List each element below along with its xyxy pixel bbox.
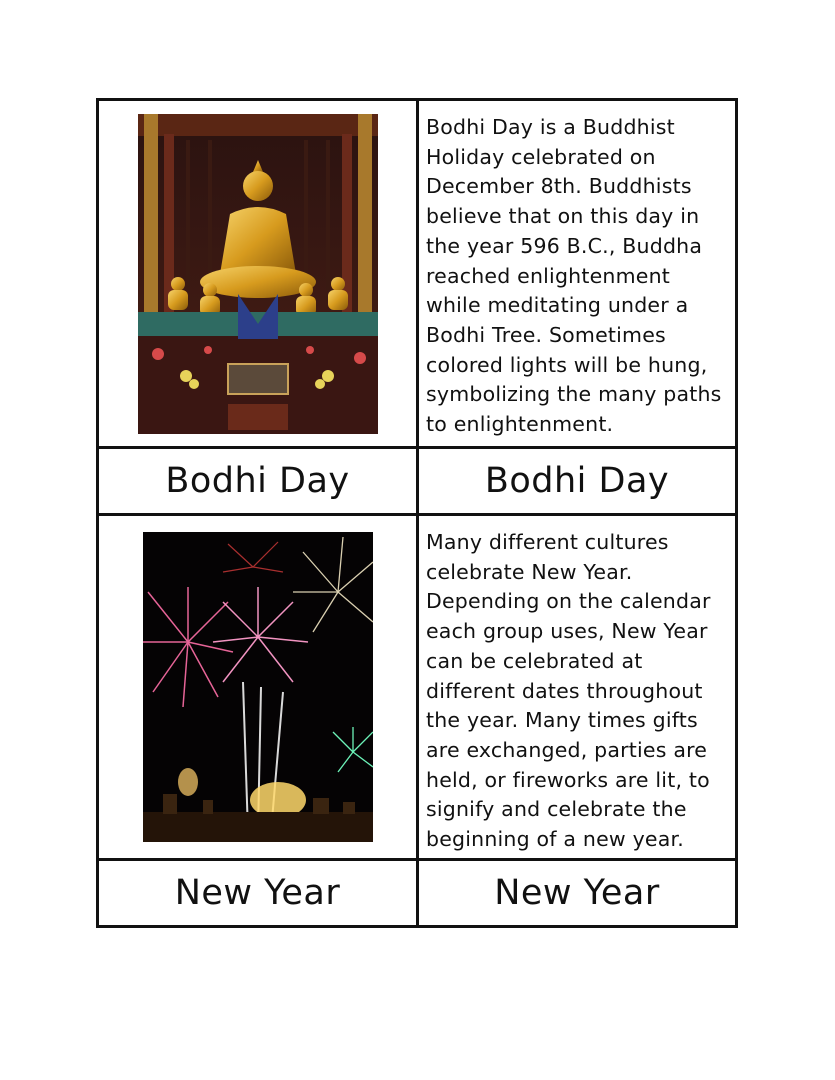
new-year-description: Many different cultures celebrate New Year. Depending on the calendar each group uses, New Year can be celebrated at different dates throughout the year. Many times gifts are exchanged, parties are held, or fireworks are lit, to signify and celebrate the beginning of a new year. [419,516,735,861]
bodhi-day-picture-cell [99,101,419,449]
new-year-picture-label: New Year [99,861,419,925]
bodhi-day-picture-label: Bodhi Day [99,449,419,516]
bodhi-day-description: Bodhi Day is a Buddhist Holiday celebrated on December 8th. Buddhists believe that on this day in the year 596 B.C., Buddha reached enlightenment while meditating under a Bodhi Tree. Sometimes colored lights will be hung, symbolizing the many paths to enlightenment. [419,101,735,449]
bodhi-day-description-label: Bodhi Day [419,449,735,516]
new-year-description-label: New Year [494,873,660,913]
new-year-picture-cell [99,516,419,861]
buddha-statue-photo [138,114,378,434]
fireworks-photo [143,532,373,842]
three-part-card-sheet [96,98,738,928]
